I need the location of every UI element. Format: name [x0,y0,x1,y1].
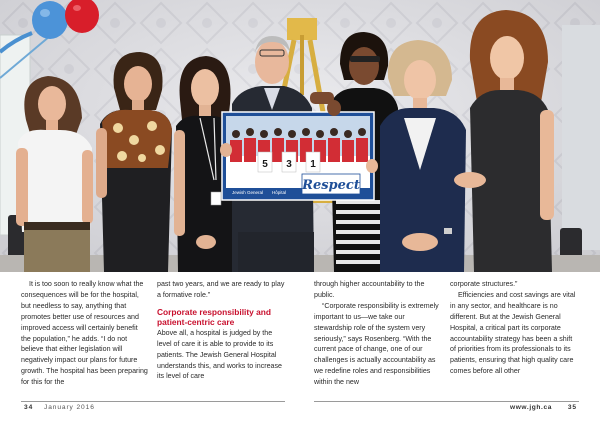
paragraph: corporate structures.” [450,280,518,288]
website-url: www.jgh.ca [509,404,552,411]
door-right [562,25,600,250]
page-number-right: 35 [567,404,577,411]
board-logo-right: Hôpital [272,190,287,195]
footer-rule-left [21,401,285,402]
paragraph: It is too soon to really know what the consequences will be for the hospital, but needless to say, anything that promotes better use of resources and improved access will certainly benefit the population,” he adds. “I do not believe that either legislation will negatively impact our plans for future growth. The hospital has been preparing for this for the [21,280,148,387]
jersey-number-3: 1 [310,159,316,170]
article-column-1 [21,279,149,388]
article-column-4 [450,279,578,377]
article-column-2 [157,279,285,382]
article-column-3 [314,279,442,388]
board-caption: Respect [302,178,360,193]
section-heading: Corporate responsibility and patient-centric care [157,306,272,328]
paragraph: “Corporate responsibility is extremely important to us—we take our stewardship role of the system very seriously,” says Rosenberg. “With the current pace of change, one of our challenges is actually accountability as we redefine roles and responsibilities within the new [314,301,439,387]
issue-date: January 2016 [44,404,95,411]
paragraph: Efficiencies and cost savings are vital in any sector, and healthcare is no different. But at the Jewish General Hospital, a critical part its corporate accountability strategy has been a shift of priorities from its professionals to its patients, ensuring that high quality care comes before all other [450,290,576,376]
paragraph: Above all, a hospital is judged by the level of care it is able to provide to its patients. The Jewish General Hospital understands this, and works to increase its level of care [157,328,282,381]
paragraph: past two years, and we are ready to play a formative role.” [157,280,285,299]
jersey-number-1: 5 [262,159,268,170]
presentation-board [222,112,374,200]
paragraph: through higher accountability to the public. [314,280,425,299]
footer-rule-right [314,401,579,402]
page-number-left: 34 [24,404,34,411]
jersey-number-2: 3 [286,159,292,170]
board-logo-left: Jewish General [232,190,264,195]
